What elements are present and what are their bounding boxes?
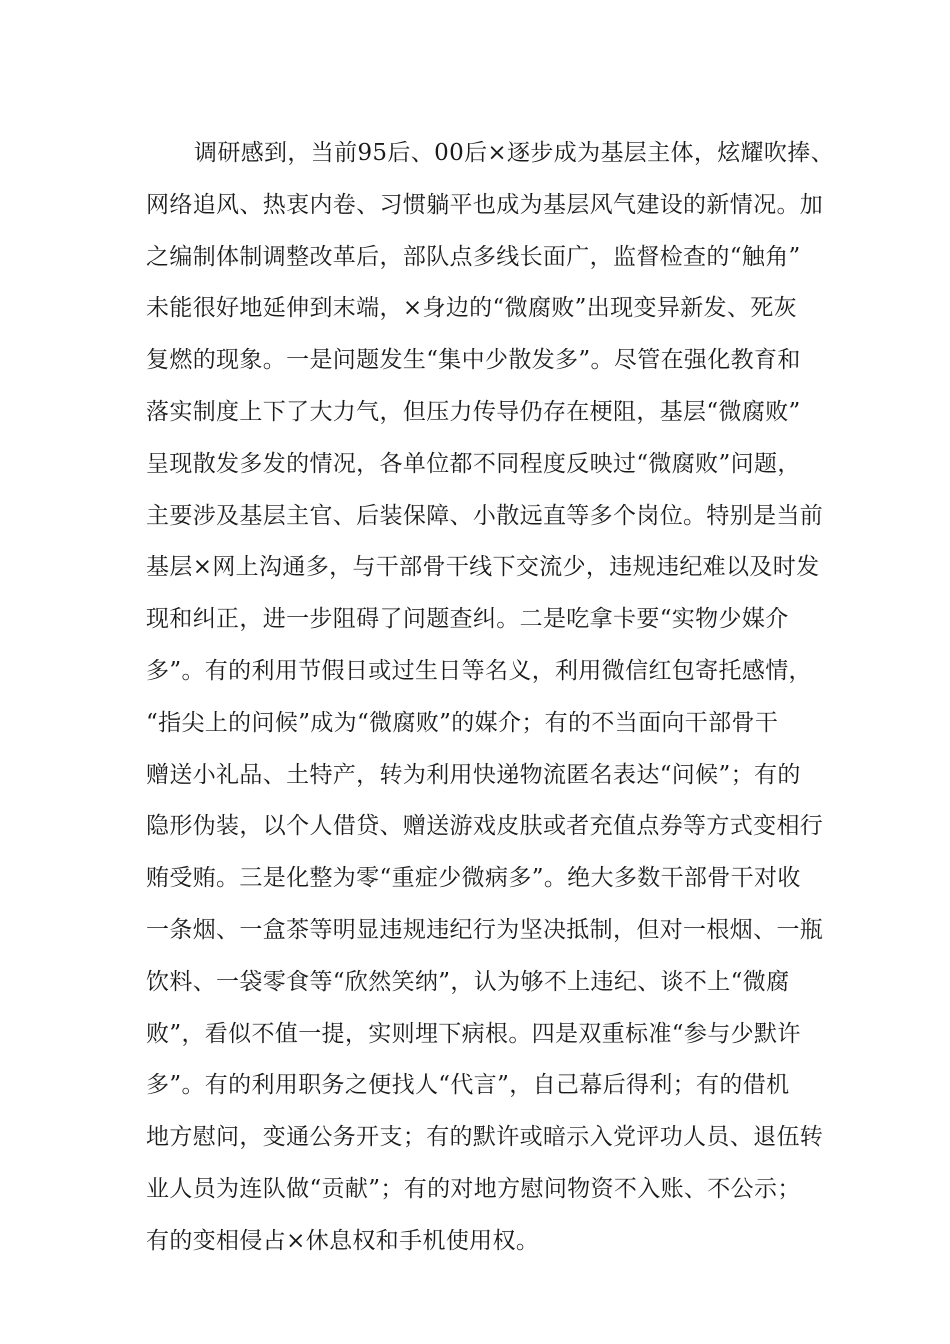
paragraph-line: 隐形伪装，以个人借贷、赠送游戏皮肤或者充值点券等方式变相行	[146, 813, 824, 840]
paragraph-line: 饮料、一袋零食等“欣然笑纳”，认为够不上违纪、谈不上“微腐	[146, 968, 790, 995]
paragraph-line: 网络追风、热衷内卷、习惯躺平也成为基层风气建设的新情况。加	[146, 191, 824, 218]
paragraph-line: 一条烟、一盒茶等明显违规违纪行为坚决抵制，但对一根烟、一瓶	[146, 916, 824, 943]
paragraph-line: 调研感到，当前95后、00后×逐步成为基层主体，炫耀吹捧、	[194, 140, 834, 166]
paragraph-line: 贿受贿。三是化整为零“重症少微病多”。绝大多数干部骨干对收	[146, 865, 801, 892]
paragraph-line: 业人员为连队做“贡献”；有的对地方慰问物资不入账、不公示；	[146, 1175, 801, 1202]
paragraph-line: 有的变相侵占×休息权和手机使用权。	[146, 1227, 540, 1254]
paragraph-line: 基层×网上沟通多，与干部骨干线下交流少，违规违纪难以及时发	[146, 554, 820, 581]
paragraph-line: 赠送小礼品、土特产，转为利用快递物流匿名表达“问候”；有的	[146, 761, 801, 788]
paragraph-line: 败”，看似不值一提，实则埋下病根。四是双重标准“参与少默许	[146, 1020, 801, 1047]
paragraph-line: 之编制体制调整改革后，部队点多线长面广，监督检查的“触角”	[146, 243, 801, 270]
paragraph-line: 未能很好地延伸到末端，×身边的“微腐败”出现变异新发、死灰	[146, 295, 797, 322]
paragraph-line: 多”。有的利用节假日或过生日等名义，利用微信红包寄托感情，	[146, 657, 812, 684]
paragraph-line: 复燃的现象。一是问题发生“集中少散发多”。尽管在强化教育和	[146, 347, 801, 374]
paragraph-line: 多”。有的利用职务之便找人“代言”，自己幕后得利；有的借机	[146, 1072, 790, 1099]
paragraph-line: 地方慰问，变通公务开支；有的默许或暗示入党评功人员、退伍转	[146, 1124, 824, 1151]
paragraph-line: 主要涉及基层主官、后装保障、小散远直等多个岗位。特别是当前	[146, 502, 824, 529]
body-paragraph	[146, 132, 834, 1272]
paragraph-line: 落实制度上下了大力气，但压力传导仍存在梗阻，基层“微腐败”	[146, 398, 801, 425]
paragraph-line: 呈现散发多发的情况，各单位都不同程度反映过“微腐败”问题，	[146, 450, 801, 477]
paragraph-line: “指尖上的问候”成为“微腐败”的媒介；有的不当面向干部骨干	[146, 709, 779, 736]
paragraph-line: 现和纠正，进一步阻碍了问题查纠。二是吃拿卡要“实物少媒介	[146, 606, 789, 633]
